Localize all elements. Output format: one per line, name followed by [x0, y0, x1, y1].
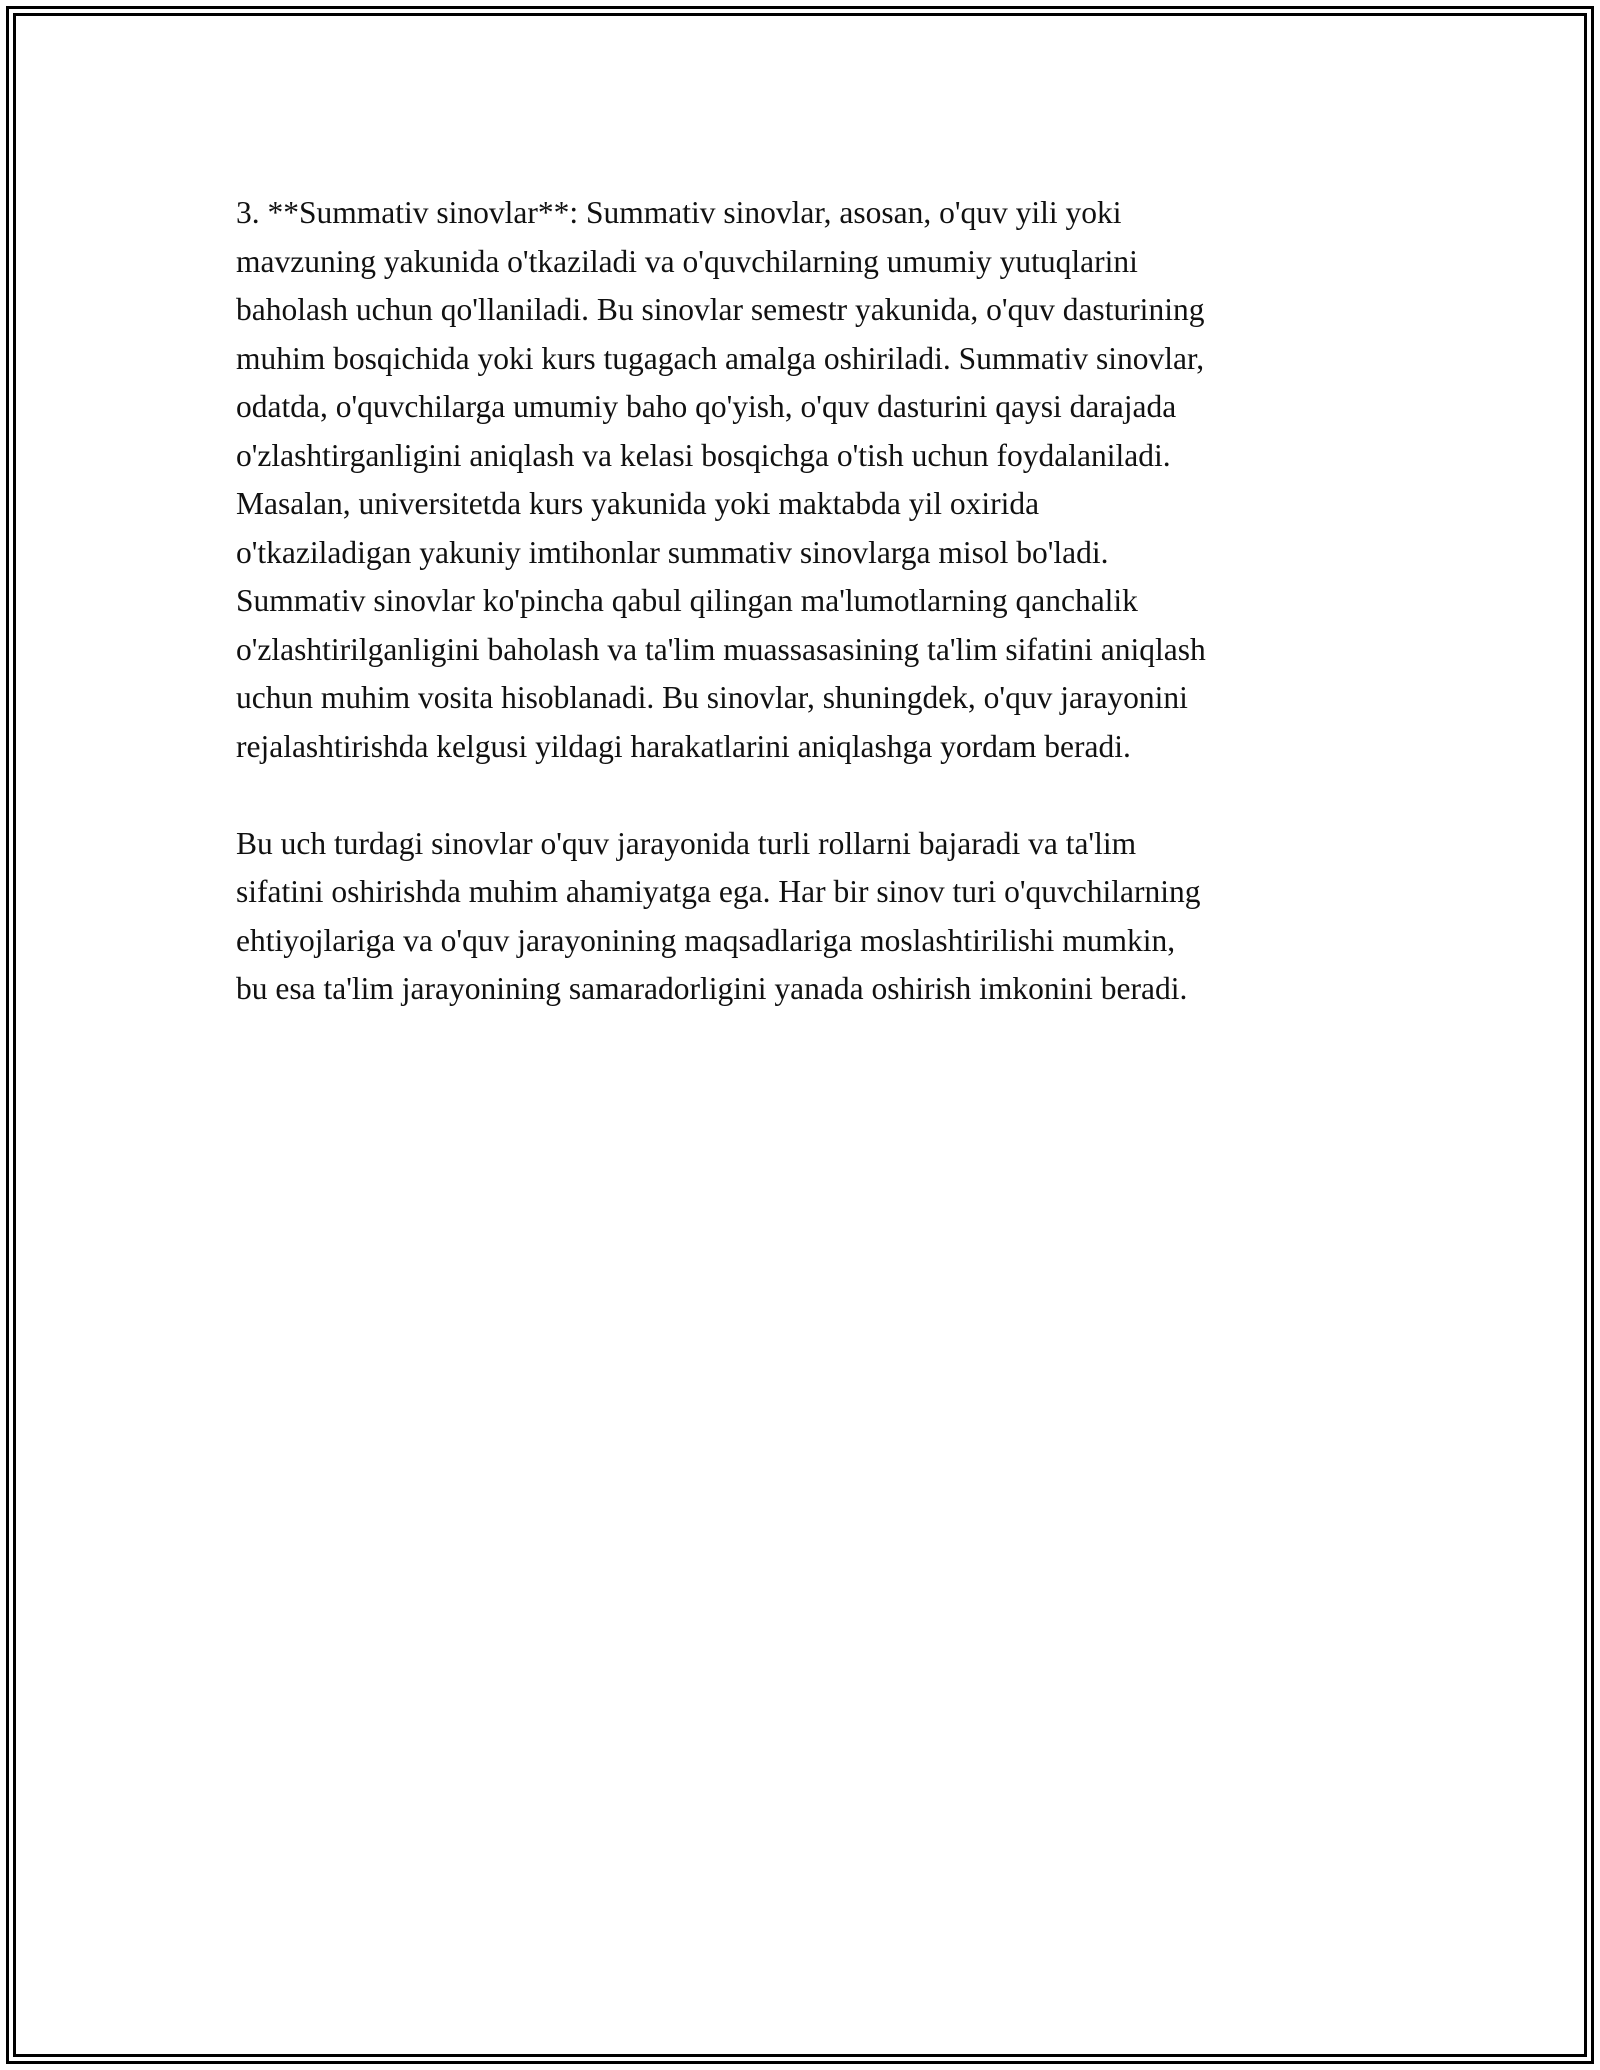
paragraph-summative-tests: [236, 189, 1396, 771]
text-line: bu esa ta'lim jarayonining samaradorligini yanada oshirish imkonini beradi.: [236, 971, 1188, 1006]
text-line: rejalashtirishda kelgusi yildagi harakatlarini aniqlashga yordam beradi.: [236, 728, 1131, 764]
text-line: 3. **Summativ sinovlar**: Summativ sinovlar, asosan, o'quv yili yoki: [236, 195, 1122, 230]
text-line: Bu uch turdagi sinovlar o'quv jarayonida turli rollarni bajaradi va ta'lim: [236, 825, 1137, 861]
text-line: baholash uchun qo'llaniladi. Bu sinovlar semestr yakunida, o'quv dasturining: [236, 292, 1205, 327]
text-line: muhim bosqichida yoki kurs tugagach amalga oshiriladi. Summativ sinovlar,: [236, 340, 1205, 376]
text-line: o'zlashtirilganligini baholash va ta'lim muassasasining ta'lim sifatini aniqlash: [236, 631, 1206, 667]
text-line: o'tkaziladigan yakuniy imtihonlar summativ sinovlarga misol bo'ladi.: [236, 534, 1109, 570]
text-line: sifatini oshirishda muhim ahamiyatga ega. Har bir sinov turi o'quvchilarning: [236, 874, 1201, 909]
text-line: odatda, o'quvchilarga umumiy baho qo'yish, o'quv dasturini qaysi darajada: [236, 389, 1177, 424]
text-line: o'zlashtirganligini aniqlash va kelasi bosqichga o'tish uchun foydalaniladi.: [236, 437, 1171, 473]
document-body: [236, 189, 1396, 1014]
text-line: mavzuning yakunida o'tkaziladi va o'quvchilarning umumiy yutuqlarini: [236, 243, 1138, 279]
paragraph-conclusion: [236, 820, 1396, 1014]
paragraph-spacer: [236, 771, 1396, 820]
text-line: uchun muhim vosita hisoblanadi. Bu sinovlar, shuningdek, o'quv jarayonini: [236, 680, 1188, 715]
text-line: Summativ sinovlar ko'pincha qabul qilingan ma'lumotlarning qanchalik: [236, 583, 1138, 618]
text-line: Masalan, universitetda kurs yakunida yoki maktabda yil oxirida: [236, 486, 1040, 521]
text-line: ehtiyojlariga va o'quv jarayonining maqsadlariga moslashtirilishi mumkin,: [236, 922, 1176, 958]
